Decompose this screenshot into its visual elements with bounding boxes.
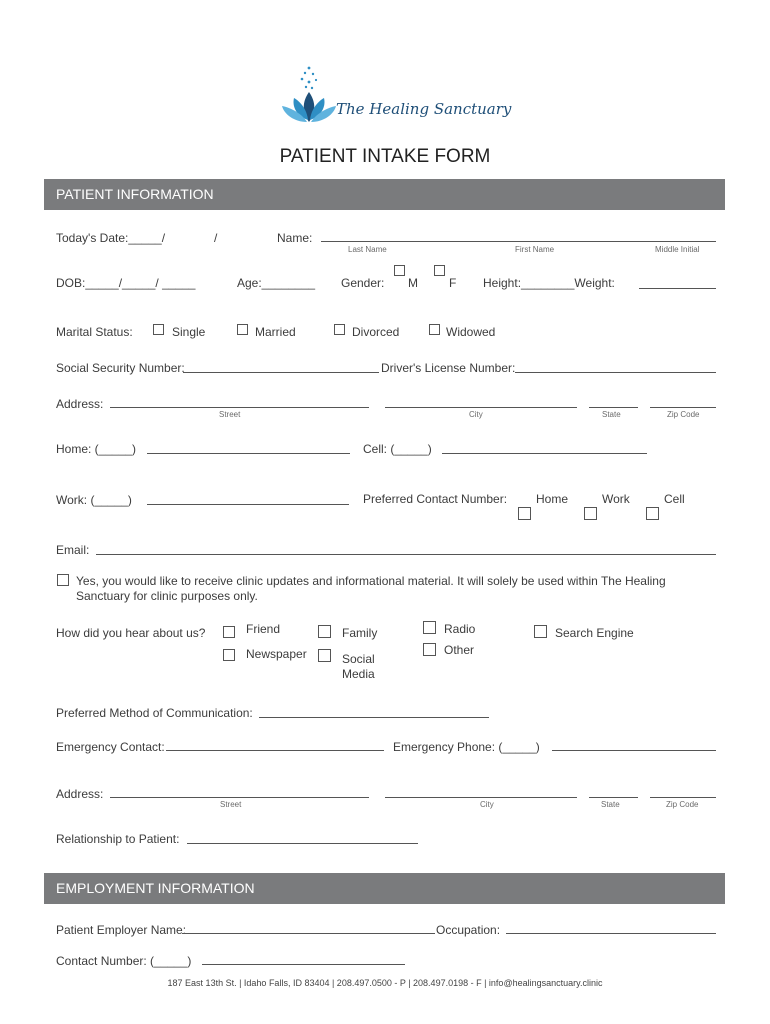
zip-caption: Zip Code xyxy=(667,410,700,419)
gender-m-checkbox[interactable] xyxy=(394,265,405,276)
emergency-contact-label: Emergency Contact: xyxy=(56,740,165,754)
newspaper-label: Newspaper xyxy=(246,647,307,661)
family-label: Family xyxy=(342,626,378,640)
email-label: Email: xyxy=(56,543,90,557)
email-field[interactable] xyxy=(96,554,716,555)
date-slash: / xyxy=(214,231,218,245)
social-media-checkbox[interactable] xyxy=(318,649,331,662)
ssn-label: Social Security Number: xyxy=(56,361,185,375)
middle-initial-caption: Middle Initial xyxy=(655,245,700,254)
zip-field[interactable] xyxy=(650,407,716,408)
opt-in-checkbox[interactable] xyxy=(57,574,69,586)
height-weight-label: Height:________Weight: xyxy=(483,276,615,290)
gender-f-checkbox[interactable] xyxy=(434,265,445,276)
occupation-field[interactable] xyxy=(506,933,716,934)
age-label: Age:________ xyxy=(237,276,316,290)
cell-phone-field[interactable] xyxy=(442,453,647,454)
family-checkbox[interactable] xyxy=(318,625,331,638)
lotus-icon xyxy=(278,62,340,128)
logo xyxy=(278,62,512,130)
preferred-method-field[interactable] xyxy=(259,717,489,718)
footer-contact-info: 187 East 13th St. | Idaho Falls, ID 83404 | 208.497.0500 - P | 208.497.0198 - F | info@healingsanctuary.clinic xyxy=(167,978,603,988)
widowed-label: Widowed xyxy=(446,325,496,339)
single-checkbox[interactable] xyxy=(153,324,164,335)
last-name-caption: Last Name xyxy=(348,245,387,254)
emergency-phone-field[interactable] xyxy=(552,750,716,751)
contact-work-label: Work xyxy=(602,492,630,506)
drivers-license-field[interactable] xyxy=(515,372,716,373)
street-caption: Street xyxy=(219,410,241,419)
other-checkbox[interactable] xyxy=(423,643,436,656)
address-label: Address: xyxy=(56,397,104,411)
section-header-patient: PATIENT INFORMATION xyxy=(44,179,725,210)
state-caption: State xyxy=(602,410,621,419)
preferred-method-label: Preferred Method of Communication: xyxy=(56,706,253,720)
divorced-label: Divorced xyxy=(352,325,400,339)
radio-checkbox[interactable] xyxy=(423,621,436,634)
section-header-employment: EMPLOYMENT INFORMATION xyxy=(44,873,725,904)
emergency-zip-field[interactable] xyxy=(650,797,716,798)
relationship-label: Relationship to Patient: xyxy=(56,832,180,846)
employer-label: Patient Employer Name: xyxy=(56,923,187,937)
hear-about-label: How did you hear about us? xyxy=(56,626,206,640)
employer-field[interactable] xyxy=(182,933,435,934)
emergency-zip-caption: Zip Code xyxy=(666,800,699,809)
search-engine-label: Search Engine xyxy=(555,626,634,640)
weight-field[interactable] xyxy=(639,288,716,289)
name-label: Name: xyxy=(277,231,313,245)
opt-in-text-line1: Yes, you would like to receive clinic updates and informational material. It will solely be used within The Healing xyxy=(76,574,666,588)
marital-status-label: Marital Status: xyxy=(56,325,133,339)
contact-work-checkbox[interactable] xyxy=(584,507,597,520)
emergency-state-field[interactable] xyxy=(589,797,638,798)
emergency-state-caption: State xyxy=(601,800,620,809)
gender-m-label: M xyxy=(408,276,418,290)
opt-in-text-line2: Sanctuary for clinic purposes only. xyxy=(76,589,258,603)
state-field[interactable] xyxy=(589,407,638,408)
contact-cell-checkbox[interactable] xyxy=(646,507,659,520)
dob-label: DOB:_____/_____/ _____ xyxy=(56,276,196,290)
emergency-address-label: Address: xyxy=(56,787,104,801)
preferred-contact-label: Preferred Contact Number: xyxy=(363,492,508,506)
social-label: Social xyxy=(342,652,375,666)
contact-cell-label: Cell xyxy=(664,492,685,506)
ssn-field[interactable] xyxy=(183,372,379,373)
city-caption: City xyxy=(469,410,483,419)
home-phone-label: Home: (_____) xyxy=(56,442,137,456)
search-engine-checkbox[interactable] xyxy=(534,625,547,638)
emergency-street-field[interactable] xyxy=(110,797,369,798)
relationship-field[interactable] xyxy=(187,843,418,844)
emergency-city-field[interactable] xyxy=(385,797,577,798)
newspaper-checkbox[interactable] xyxy=(223,649,235,661)
street-field[interactable] xyxy=(110,407,369,408)
work-phone-label: Work: (_____) xyxy=(56,493,132,507)
city-field[interactable] xyxy=(385,407,577,408)
home-phone-field[interactable] xyxy=(147,453,350,454)
married-label: Married xyxy=(255,325,296,339)
contact-number-label: Contact Number: (_____) xyxy=(56,954,192,968)
emergency-contact-field[interactable] xyxy=(166,750,384,751)
radio-label: Radio xyxy=(444,622,476,636)
occupation-label: Occupation: xyxy=(436,923,501,937)
cell-phone-label: Cell: (_____) xyxy=(363,442,432,456)
friend-checkbox[interactable] xyxy=(223,626,235,638)
emergency-street-caption: Street xyxy=(220,800,242,809)
other-label: Other xyxy=(444,643,475,657)
name-field[interactable] xyxy=(321,241,716,242)
contact-home-label: Home xyxy=(536,492,569,506)
media-label: Media xyxy=(342,667,375,681)
gender-f-label: F xyxy=(449,276,457,290)
emergency-city-caption: City xyxy=(480,800,494,809)
married-checkbox[interactable] xyxy=(237,324,248,335)
form-title: PATIENT INTAKE FORM xyxy=(279,146,491,167)
work-phone-field[interactable] xyxy=(147,504,349,505)
gender-label: Gender: xyxy=(341,276,385,290)
contact-home-checkbox[interactable] xyxy=(518,507,531,520)
widowed-checkbox[interactable] xyxy=(429,324,440,335)
first-name-caption: First Name xyxy=(515,245,555,254)
single-label: Single xyxy=(172,325,206,339)
drivers-license-label: Driver's License Number: xyxy=(381,361,516,375)
logo-text: The Healing Sanctuary xyxy=(336,100,512,118)
divorced-checkbox[interactable] xyxy=(334,324,345,335)
emergency-phone-label: Emergency Phone: (_____) xyxy=(393,740,540,754)
contact-number-field[interactable] xyxy=(202,964,405,965)
todays-date-label: Today's Date:_____/ xyxy=(56,231,166,245)
friend-label: Friend xyxy=(246,622,281,636)
